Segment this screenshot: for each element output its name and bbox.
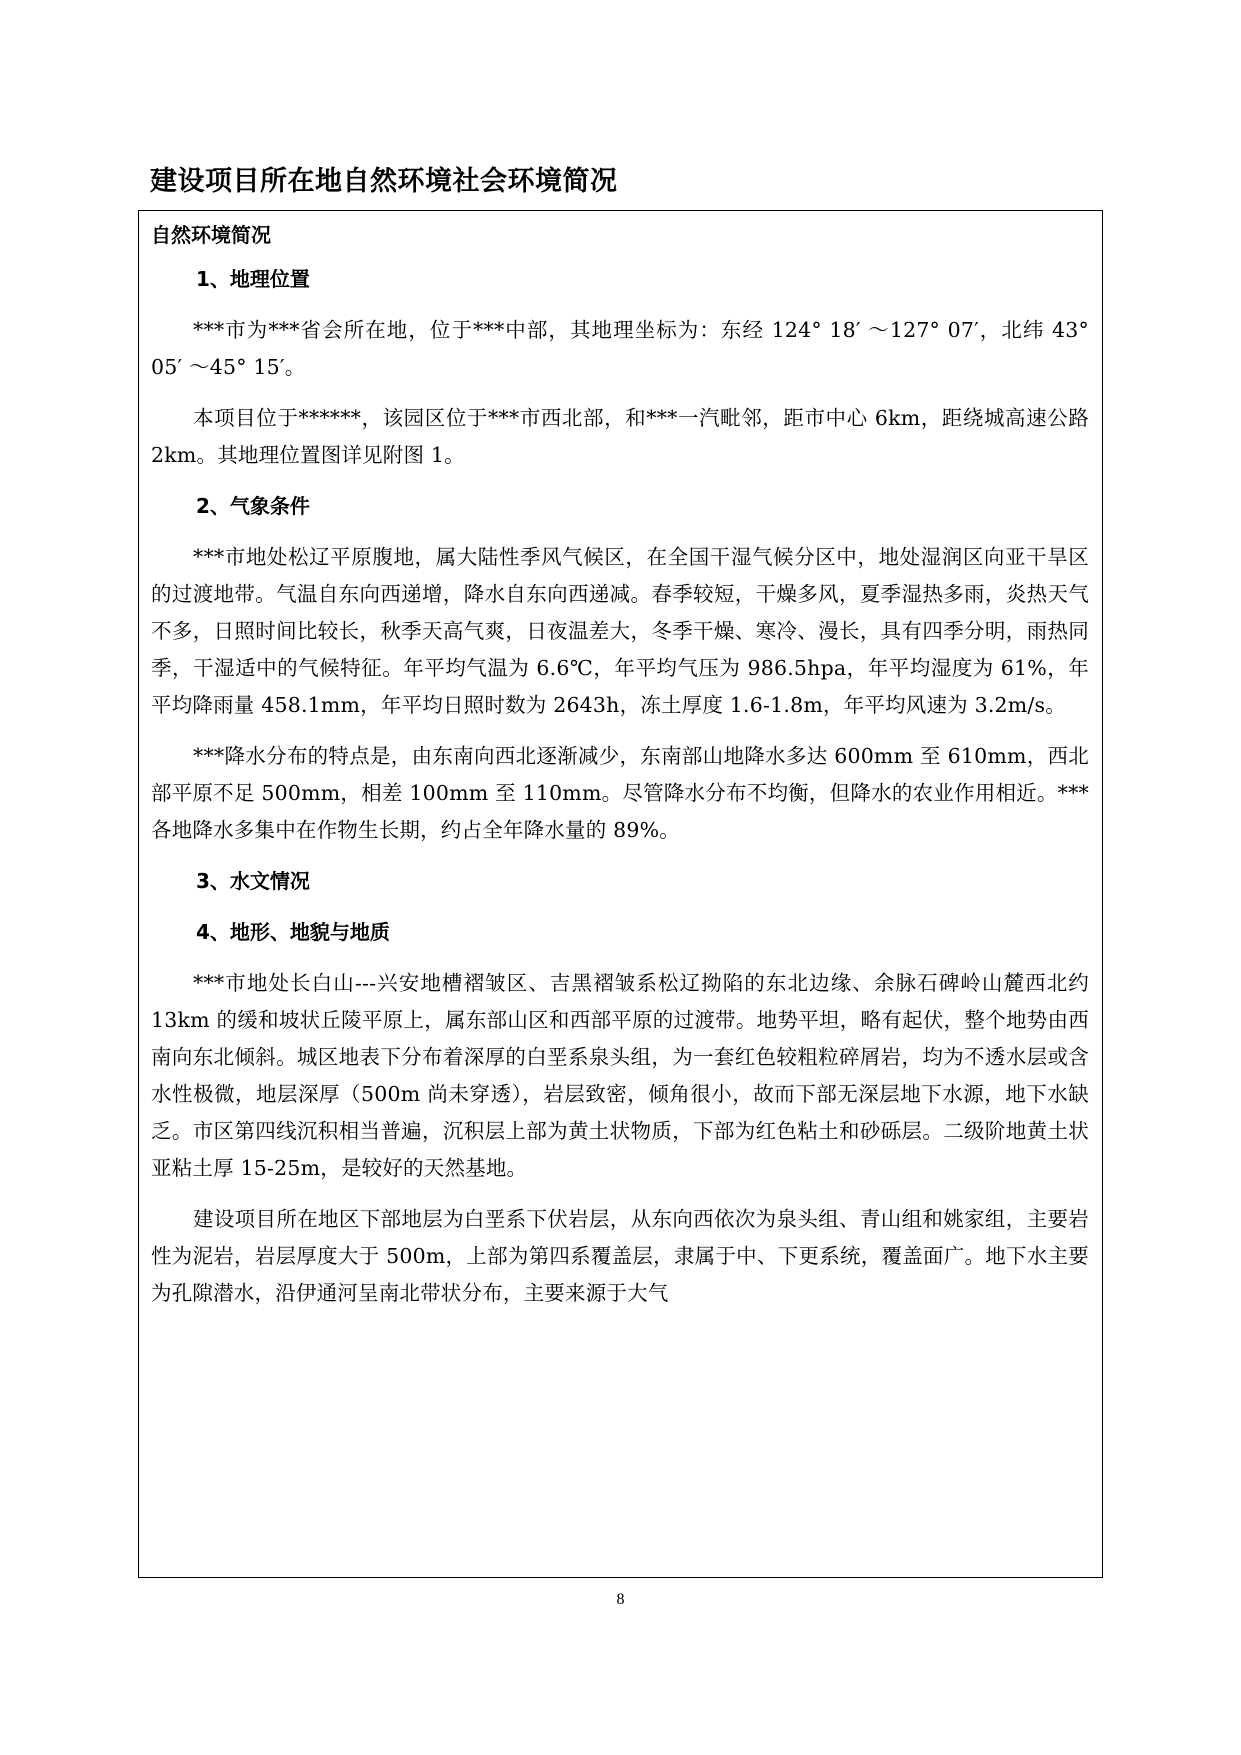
section-title-natural-environment: 自然环境简况 xyxy=(151,223,271,247)
heading-geographic-location: 1、地理位置 xyxy=(196,267,310,291)
paragraph-project-location: 本项目位于******，该园区位于***市西北部，和***一汽毗邻，距市中心 6km，距绕城高速公路 2km。其地理位置图详见附图 1。 xyxy=(151,406,1089,467)
body-text xyxy=(151,261,1089,1326)
page-title: 建设项目所在地自然环境社会环境简况 xyxy=(150,166,618,197)
heading-terrain-geology: 4、地形、地貌与地质 xyxy=(196,920,390,944)
heading-hydrology: 3、水文情况 xyxy=(196,869,310,893)
content-box xyxy=(138,210,1103,1578)
page-number: 8 xyxy=(616,1591,625,1608)
heading-climate: 2、气象条件 xyxy=(196,494,310,518)
paragraph-terrain: ***市地处长白山---兴安地槽褶皱区、吉黑褶皱系松辽拗陷的东北边缘、余脉石碑岭山麓西北约 13km 的缓和坡状丘陵平原上，属东部山区和西部平原的过渡带。地势平坦，略有起伏，整个地势由西南向东北倾斜。城区地表下分布着深厚的白垩系泉头组，为一套红色较粗粒碎屑岩，均为不透水层或含水性极微，地层深厚（500m 尚未穿透），岩层致密，倾角很小，故而下部无深层地下水源，地下水缺乏。市区第四线沉积相当普遍，沉积层上部为黄土状物质，下部为红色粘土和砂砾层。二级阶地黄土状亚粘土厚 15-25m，是较好的天然基地。 xyxy=(151,971,1089,1180)
paragraph-climate: ***市地处松辽平原腹地，属大陆性季风气候区，在全国干湿气候分区中，地处湿润区向亚干旱区的过渡地带。气温自东向西递增，降水自东向西递减。春季较短，干燥多风，夏季湿热多雨，炎热天气不多，日照时间比较长，秋季天高气爽，日夜温差大，冬季干燥、寒冷、漫长，具有四季分明，雨热同季，干湿适中的气候特征。年平均气温为 6.6℃，年平均气压为 986.5hpa，年平均湿度为 61%，年平均降雨量 458.1mm，年平均日照时数为 2643h，冻土厚度 1.6-1.8m，年平均风速为 3.2m/s。 xyxy=(151,545,1089,717)
paragraph-strata: 建设项目所在地区下部地层为白垩系下伏岩层，从东向西依次为泉头组、青山组和姚家组，主要岩性为泥岩，岩层厚度大于 500m，上部为第四系覆盖层，隶属于中、下更系统，覆盖面广。地下水主要为孔隙潜水，沿伊通河呈南北带状分布，主要来源于大气 xyxy=(151,1207,1089,1305)
paragraph-precipitation: ***降水分布的特点是，由东南向西北逐渐减少，东南部山地降水多达 600mm 至 610mm，西北部平原不足 500mm，相差 100mm 至 110mm。尽管降水分布不均衡，但降水的农业作用相近。***各地降水多集中在作物生长期，约占全年降水量的 89%。 xyxy=(151,744,1089,842)
paragraph-geo-coordinates: ***市为***省会所在地，位于***中部，其地理坐标为：东经 124° 18′ ～127° 07′，北纬 43° 05′ ～45° 15′。 xyxy=(151,318,1089,379)
